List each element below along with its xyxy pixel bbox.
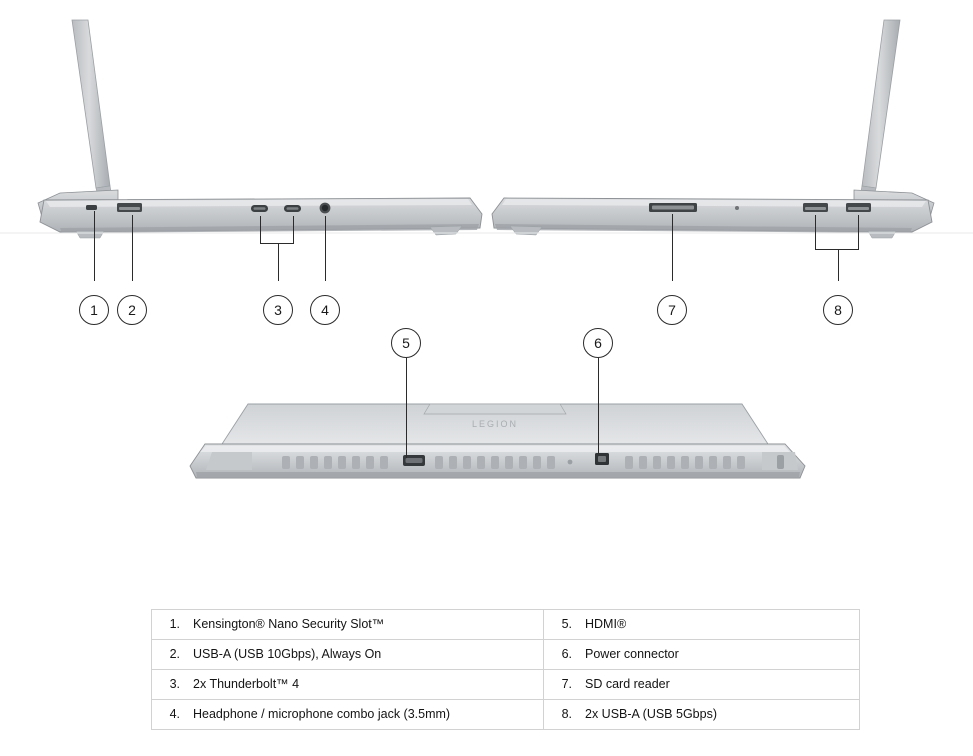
port-kensington [86, 205, 97, 210]
callout-7-label: 7 [668, 302, 676, 318]
callout-8 [823, 295, 853, 325]
leader-bracket-8 [815, 249, 858, 250]
legend-text: Kensington® Nano Security Slot™ [183, 610, 544, 640]
leader-line-2-vertical [132, 215, 133, 281]
leader-bracket-8-right [858, 215, 859, 250]
legend-number: 3. [152, 670, 184, 700]
leader-bracket-3 [260, 243, 293, 244]
port-legend-table [151, 609, 860, 730]
leader-bracket-3-right [293, 216, 294, 244]
callout-3-label: 3 [274, 302, 282, 318]
legend-number: 2. [152, 640, 184, 670]
legend-number: 7. [544, 670, 576, 700]
left-side-view [38, 20, 482, 238]
legend-number: 6. [544, 640, 576, 670]
callout-5-label: 5 [402, 335, 410, 351]
legend-number: 1. [152, 610, 184, 640]
callout-3 [263, 295, 293, 325]
leader-line-3 [278, 243, 279, 281]
legend-text: HDMI® [575, 610, 860, 640]
leader-bracket-3-left [260, 216, 261, 244]
callout-6-label: 6 [594, 335, 602, 351]
callout-4-label: 4 [321, 302, 329, 318]
leader-line-5 [406, 358, 407, 458]
status-indicator-dot [735, 206, 739, 210]
table-row [152, 640, 860, 670]
legend-number: 4. [152, 700, 184, 730]
callout-1 [79, 295, 109, 325]
callout-7 [657, 295, 687, 325]
callout-5 [391, 328, 421, 358]
table-row [152, 610, 860, 640]
table-row [152, 670, 860, 700]
leader-line-8 [838, 249, 839, 281]
leader-line-6 [598, 358, 599, 454]
legend-text: Headphone / microphone combo jack (3.5mm) [183, 700, 544, 730]
callout-8-label: 8 [834, 302, 842, 318]
table-row [152, 700, 860, 730]
leader-line-7 [672, 214, 673, 281]
callout-2-label: 2 [128, 302, 136, 318]
leader-line-4 [325, 216, 326, 281]
legend-text: SD card reader [575, 670, 860, 700]
rear-detail-dot [568, 460, 573, 465]
legend-number: 5. [544, 610, 576, 640]
legend-text: 2x Thunderbolt™ 4 [183, 670, 544, 700]
legend-text: 2x USB-A (USB 5Gbps) [575, 700, 860, 730]
right-side-view [492, 20, 934, 238]
legend-text: USB-A (USB 10Gbps), Always On [183, 640, 544, 670]
callout-4 [310, 295, 340, 325]
legend-text: Power connector [575, 640, 860, 670]
leader-line-1 [94, 211, 95, 281]
callout-1-label: 1 [90, 302, 98, 318]
callout-6 [583, 328, 613, 358]
callout-2 [117, 295, 147, 325]
svg-text:LEGION: LEGION [471, 419, 519, 429]
legend-number: 8. [544, 700, 576, 730]
leader-bracket-8-left [815, 215, 816, 250]
rear-view [190, 404, 805, 478]
